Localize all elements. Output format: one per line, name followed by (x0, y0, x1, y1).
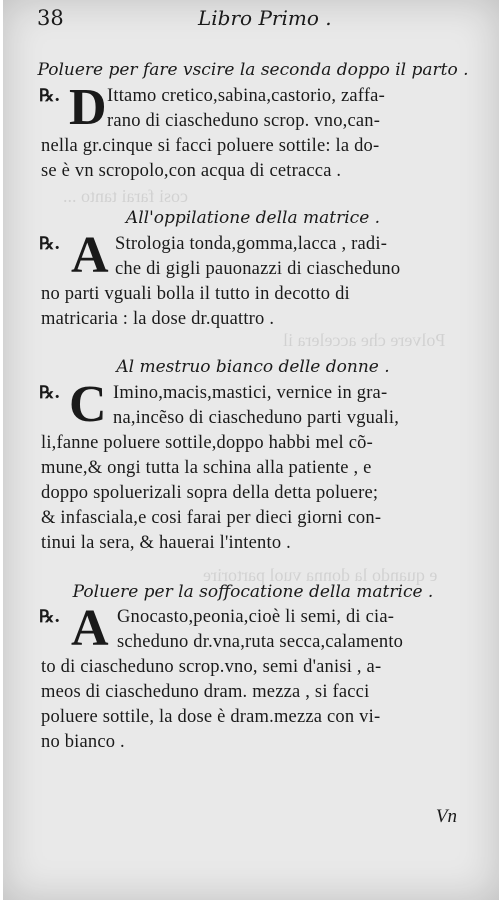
drop-cap: D (69, 79, 107, 136)
recipe-symbol: ℞. (39, 86, 61, 106)
text-line: se è vn scropolo,con acqua di cetracca . (41, 161, 342, 181)
text-line: Imino,macis,mastici, vernice in gra- (113, 383, 388, 403)
text-line: Strologia tonda,gomma,lacca , radi- (115, 234, 388, 254)
book-page (3, 0, 499, 900)
text-line: matricaria : la dose dr.quattro . (41, 309, 275, 329)
drop-cap: A (71, 600, 109, 657)
text-line: & infasciala,e cosi farai per dieci giorni con- (41, 508, 382, 528)
text-line: mune,& ongi tutta la schina alla patiente , e (41, 458, 372, 478)
text-line: scheduno dr.vna,ruta secca,calamento (117, 632, 404, 652)
text-line: li,fanne poluere sottile,doppo habbi mel cõ- (41, 433, 373, 453)
text-line: no bianco . (41, 732, 125, 752)
text-line: no parti vguali bolla il tutto in decotto di (41, 284, 350, 304)
text-line: Ittamo cretico,sabina,castorio, zaffa- (107, 86, 385, 106)
recipe-symbol: ℞. (39, 234, 61, 254)
recipe-symbol: ℞. (39, 383, 61, 403)
text-line: che di gigli pauonazzi di ciascheduno (115, 259, 401, 279)
show-through-text: cosi farai tanto ... (63, 186, 188, 206)
text-line: Gnocasto,peonia,cioè li semi, di cia- (117, 607, 395, 627)
text-line: doppo spoluerizali sopra della detta poluere; (41, 483, 379, 503)
running-title: Libro Primo . (198, 6, 332, 30)
show-through-text: Polvere che accelera il (283, 330, 446, 350)
page-number: 38 (37, 6, 64, 30)
section-heading: Poluere per la soffocatione della matrice . (72, 582, 434, 602)
text-line: rano di ciascheduno scrop. vno,can- (107, 111, 381, 131)
catchword: Vn (435, 806, 457, 827)
text-line: meos di ciascheduno dram. mezza , si facci (41, 682, 370, 702)
drop-cap: A (71, 227, 109, 284)
section-heading: Poluere per fare vscire la seconda doppo il parto . (37, 60, 469, 80)
text-line: tinui la sera, & hauerai l'intento . (41, 533, 291, 553)
text-line: nella gr.cinque si facci poluere sottile: la do- (41, 136, 380, 156)
page-header (3, 6, 499, 30)
text-line: na,incẽso di ciascheduno parti vguali, (113, 408, 400, 428)
recipe-symbol: ℞. (39, 607, 61, 627)
text-line: to di ciascheduno scrop.vno, semi d'anisi , a- (41, 657, 382, 677)
drop-cap: C (69, 376, 107, 433)
section-heading: All'oppilatione della matrice . (125, 208, 381, 228)
text-line: poluere sottile, la dose è dram.mezza con vi- (41, 707, 381, 727)
show-through-text: e quando la donna vuol partorire (203, 565, 438, 585)
section-heading: Al mestruo bianco delle donne . (116, 357, 390, 377)
